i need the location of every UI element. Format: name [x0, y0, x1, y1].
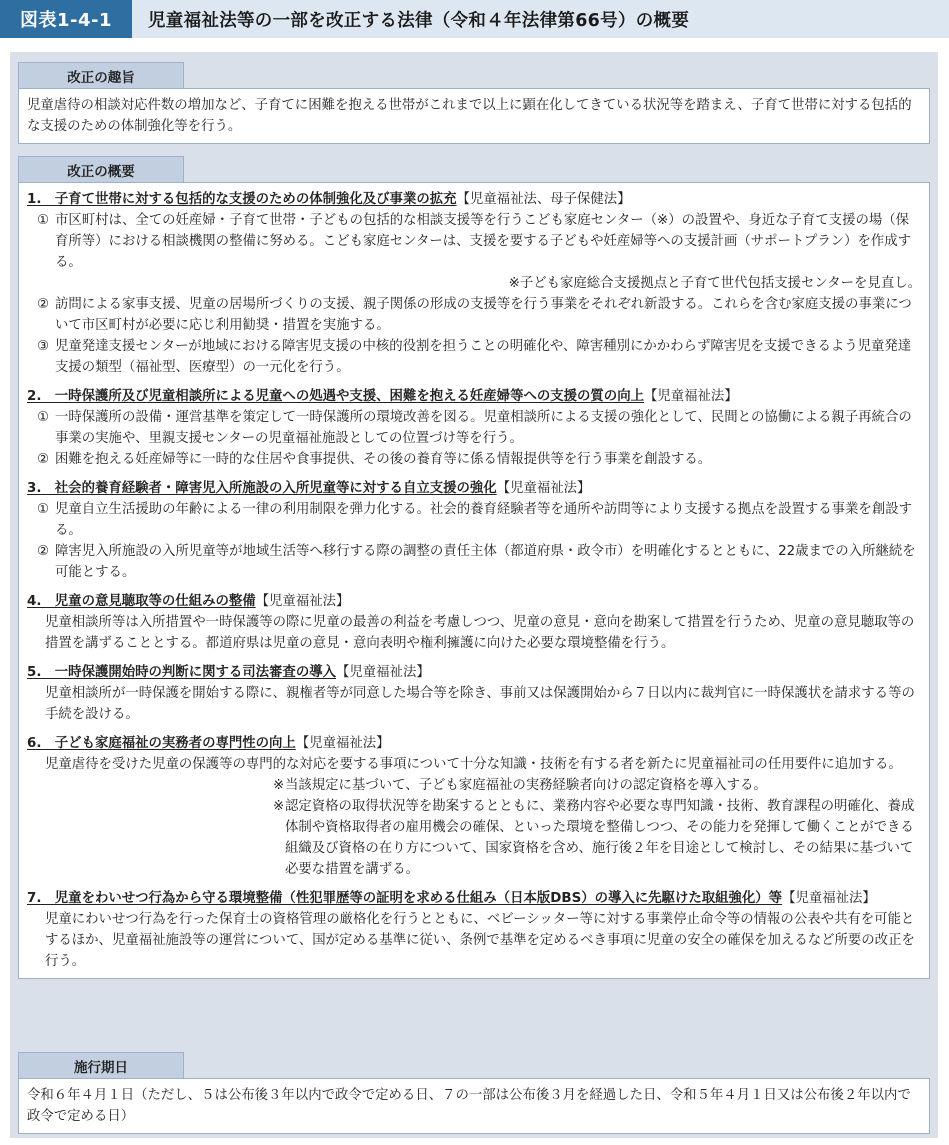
item-title: 4. 児童の意見聴取等の仕組みの整備 — [27, 594, 256, 609]
overview-item-3 — [27, 478, 921, 583]
effective-tab: 施行期日 — [18, 1052, 184, 1078]
sub-item: ② 訪問による家事支援、児童の居場所づくりの支援、親子関係の形成の支援等を行う事業をそれぞれ新設する。これらを含む家庭支援の事業について市区町村が必要に応じ利用勧奨・措置を実施する。 — [37, 297, 912, 333]
item-title: 1. 子育て世帯に対する包括的な支援のための体制強化及び事業の拡充 — [27, 192, 457, 207]
figure-title: 児童福祉法等の一部を改正する法律（令和４年法律第66号）の概要 — [132, 0, 949, 38]
item-law: 【児童福祉法】 — [336, 665, 430, 680]
item-law: 【児童福祉法】 — [295, 736, 390, 751]
figure-header — [0, 0, 949, 41]
item-text: 児童にわいせつ行為を行った保育士の資格管理の厳格化を行うとともに、ベビーシッター等に対する事業停止命令等の情報の公表や共有を可能とするほか、児童福祉施設等の運営について、国が定める基準に従い、条例で基準を定めるべき事項に児童の安全の確保を加えるなど所要の改正を行う。 — [45, 912, 915, 969]
item-notes — [27, 775, 921, 880]
item-text: 児童相談所等は入所措置や一時保護等の際に児童の最善の利益を考慮しつつ、児童の意見・意向を勘案して措置を行うため、児童の意見聴取等の措置を講ずることとする。都道府県は児童の意見・意向表明や権利擁護に向けた必要な環境整備を行う。 — [45, 615, 915, 651]
sub-item: ② 障害児入所施設の入所児童等が地域生活等へ移行する際の調整の責任主体（都道府県・政令市）を明確化するとともに、22歳までの入所継続を可能とする。 — [37, 544, 916, 580]
sub-item: ① 市区町村は、全ての妊産婦・子育て世帯・子どもの包括的な相談支援等を行うこども家庭センター（※）の設置や、身近な子育て支援の場（保育所等）における相談機関の整備に努める。こども家庭センターは、支援を要する子どもや妊産婦等への支援計画（サポートプラン）を作成する。 — [37, 213, 912, 270]
item-law: 【児童福祉法】 — [496, 481, 591, 496]
sub-item: ① 一時保護所の設備・運営基準を策定して一時保護所の環境改善を図る。児童相談所による支援の強化として、民間との協働による親子再統合の事業の実施や、里親支援センターの児童福祉施設としての位置づけ等を行う。 — [37, 410, 912, 446]
item-text: 児童虐待を受けた児童の保護等の専門的な対応を要する事項について十分な知識・技術を有する者を新たに児童福祉司の任用要件に追加する。 — [45, 757, 902, 772]
overview-item-5 — [27, 662, 921, 725]
item-law: 【児童福祉法、母子保健法】 — [456, 192, 631, 207]
overview-section — [18, 156, 930, 979]
overview-item-1 — [27, 189, 921, 378]
sub-item: ③ 児童発達支援センターが地域における障害児支援の中核的役割を担うことの明確化や、障害種別にかかわらず障害児を支援できるよう児童発達支援の類型（福祉型、医療型）の一元化を行う。 — [37, 339, 912, 375]
item-title: 7. 児童をわいせつ行為から守る環境整備（性犯罪歴等の証明を求める仕組み（日本版DBS）の導入に先駆けた取組強化）等 — [27, 891, 783, 906]
note: ※ 認定資格の取得状況等を勘案するとともに、業務内容や必要な専門知識・技術、教育課程の明確化、養成体制や資格取得者の雇用機会の確保、といった環境を整備しつつ、その能力を発揮して働くことができる組織及び資格の在り方について、国家資格を含め、施行後２年を目途として検討し、その結果に基づいて必要な措置を講ずる。 — [273, 799, 915, 877]
item-note: ※子ども家庭総合支援拠点と子育て世代包括支援センターを見直し。 — [508, 276, 921, 291]
overview-item-7 — [27, 888, 921, 972]
content-panel — [10, 52, 938, 1138]
sub-item: ① 児童自立生活援助の年齢による一律の利用制限を弾力化する。社会的養育経験者等を通所や訪問等により支援する拠点を設置する事業を創設する。 — [37, 502, 912, 538]
effective-section — [18, 1052, 930, 1134]
overview-item-6 — [27, 733, 921, 880]
item-title: 3. 社会的養育経験者・障害児入所施設の入所児童等に対する自立支援の強化 — [27, 481, 497, 496]
purpose-tab: 改正の趣旨 — [18, 62, 184, 88]
item-title: 5. 一時保護開始時の判断に関する司法審査の導入 — [27, 665, 336, 680]
overview-tab: 改正の概要 — [18, 156, 184, 182]
effective-text: 令和６年４月１日（ただし、５は公布後３年以内で政令で定める日、７の一部は公布後３月を経過した日、令和５年４月１日又は公布後２年以内で政令で定める日） — [18, 1078, 930, 1134]
item-law: 【児童福祉法】 — [643, 389, 738, 404]
item-law: 【児童福祉法】 — [255, 594, 350, 609]
item-title: 2. 一時保護所及び児童相談所による児童への処遇や支援、困難を抱える妊産婦等への支援の質の向上 — [27, 389, 644, 404]
figure-number: 図表1-4-1 — [0, 0, 132, 38]
sub-item: ② 困難を抱える妊産婦等に一時的な住居や食事提供、その後の養育等に係る情報提供等を行う事業を創設する。 — [37, 452, 712, 467]
item-title: 6. 子ども家庭福祉の実務者の専門性の向上 — [27, 736, 296, 751]
note: ※ 当該規定に基づいて、子ども家庭福祉の実務経験者向けの認定資格を導入する。 — [273, 778, 767, 793]
overview-item-4 — [27, 591, 921, 654]
overview-item-2 — [27, 386, 921, 470]
item-text: 児童相談所が一時保護を開始する際に、親権者等が同意した場合等を除き、事前又は保護開始から７日以内に裁判官に一時保護状を請求する等の手続を設ける。 — [45, 686, 915, 722]
overview-box — [18, 182, 930, 979]
purpose-section — [18, 62, 930, 144]
item-law: 【児童福祉法】 — [782, 891, 876, 906]
purpose-text: 児童虐待の相談対応件数の増加など、子育てに困難を抱える世帯がこれまで以上に顕在化してきている状況等を踏まえ、子育て世帯に対する包括的な支援のための体制強化等を行う。 — [18, 88, 930, 144]
